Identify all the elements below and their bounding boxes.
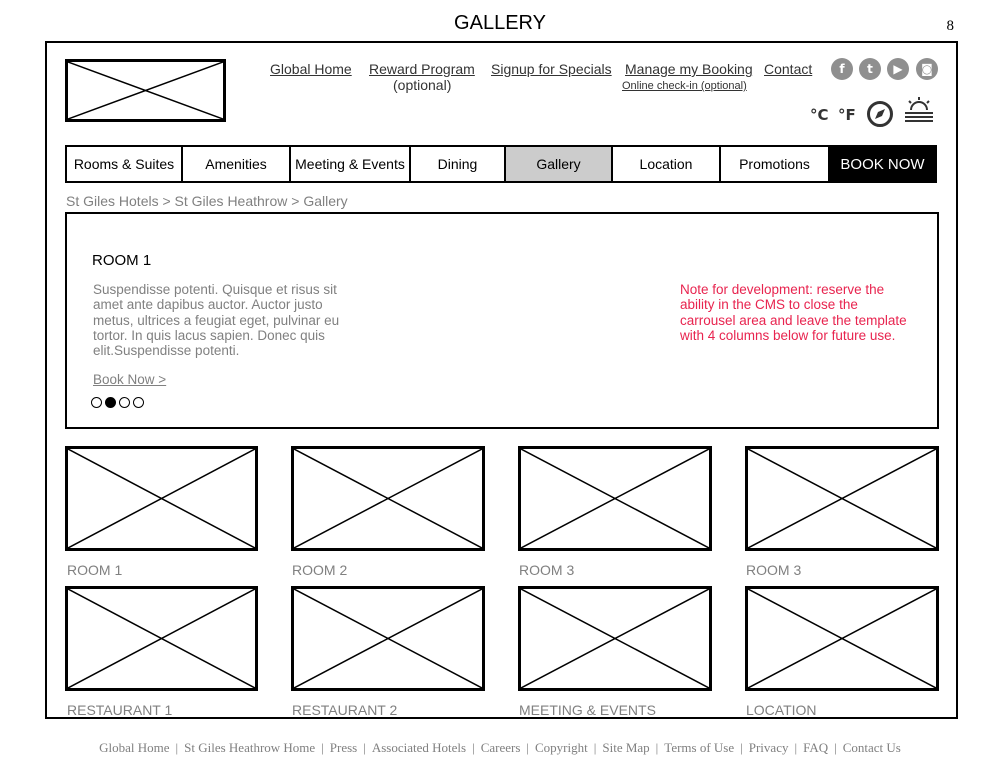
celsius-toggle[interactable]: °C	[810, 106, 829, 124]
footer-separator: |	[794, 740, 798, 755]
signup-specials-link[interactable]: Signup for Specials	[491, 61, 612, 77]
gallery-label: RESTAURANT 2	[292, 702, 398, 718]
reward-program-note: (optional)	[393, 77, 452, 93]
carousel-description: Suspendisse potenti. Quisque et risus sit amet ante dapibus auctor. Auctor justo metus, ultrices a feugiat eget, pulvinar eu tortor. In quis lacus sapien. Donec quis elit.Suspendisse potenti.	[93, 282, 340, 359]
carousel-book-now-link[interactable]: Book Now >	[93, 372, 167, 387]
footer-privacy[interactable]: Privacy	[748, 740, 789, 755]
carousel-title: ROOM 1	[92, 252, 152, 269]
footer-faq[interactable]: FAQ	[803, 740, 829, 755]
page-number: 8	[946, 18, 954, 34]
sunrise-weather-icon	[903, 96, 935, 126]
youtube-icon[interactable]: ▶	[887, 58, 909, 80]
book-now-button[interactable]: BOOK NOW	[830, 147, 935, 181]
footer-links	[0, 740, 1000, 756]
compass-icon[interactable]	[866, 100, 894, 128]
footer-separator: |	[834, 740, 837, 755]
global-home-link[interactable]: Global Home	[270, 61, 352, 77]
footer-contact-us[interactable]: Contact Us	[842, 740, 901, 755]
facebook-icon[interactable]: f	[831, 58, 853, 80]
gallery-image-restaurant-2[interactable]	[291, 586, 485, 691]
gallery-image-meeting-events[interactable]	[518, 586, 712, 691]
footer-separator: |	[363, 740, 366, 755]
gallery-label: MEETING & EVENTS	[519, 702, 656, 718]
logo-placeholder[interactable]	[65, 59, 226, 122]
instagram-icon[interactable]: ◙	[916, 58, 938, 80]
gallery-label: ROOM 3	[519, 562, 575, 578]
carousel-dot[interactable]	[119, 397, 130, 408]
footer-careers[interactable]: Careers	[480, 740, 521, 755]
carousel-dots	[91, 397, 144, 408]
footer-press[interactable]: Press	[329, 740, 358, 755]
footer-terms[interactable]: Terms of Use	[664, 740, 735, 755]
online-checkin-link[interactable]: Online check-in (optional)	[622, 80, 747, 92]
tumblr-icon[interactable]: t	[859, 58, 881, 80]
footer-separator: |	[740, 740, 743, 755]
footer-associated-hotels[interactable]: Associated Hotels	[371, 740, 467, 755]
gallery-image-room-2[interactable]	[291, 446, 485, 551]
carousel-dot-active[interactable]	[105, 397, 116, 408]
nav-location[interactable]: Location	[613, 147, 721, 181]
nav-rooms-suites[interactable]: Rooms & Suites	[67, 147, 183, 181]
reward-program-link[interactable]: Reward Program	[369, 61, 475, 77]
gallery-label: RESTAURANT 1	[67, 702, 173, 718]
gallery-label: LOCATION	[746, 702, 817, 718]
footer-copyright[interactable]: Copyright	[535, 740, 588, 755]
footer-separator: |	[593, 740, 597, 755]
gallery-image-room-3b[interactable]	[745, 446, 939, 551]
gallery-image-room-3[interactable]	[518, 446, 712, 551]
gallery-label: ROOM 2	[292, 562, 348, 578]
nav-dining[interactable]: Dining	[411, 147, 506, 181]
contact-link[interactable]: Contact	[764, 61, 813, 77]
gallery-label: ROOM 1	[67, 562, 123, 578]
nav-meeting-events[interactable]: Meeting & Events	[291, 147, 411, 181]
nav-amenities[interactable]: Amenities	[183, 147, 291, 181]
footer-site-map[interactable]: Site Map	[602, 740, 650, 755]
gallery-image-room-1[interactable]	[65, 446, 258, 551]
footer-separator: |	[321, 740, 324, 755]
footer-separator: |	[175, 740, 179, 755]
main-nav	[65, 145, 937, 183]
footer-separator: |	[472, 740, 475, 755]
gallery-image-restaurant-1[interactable]	[65, 586, 258, 691]
footer-separator: |	[655, 740, 659, 755]
breadcrumb[interactable]: St Giles Hotels > St Giles Heathrow > Gallery	[66, 193, 348, 209]
nav-gallery[interactable]: Gallery	[506, 147, 613, 181]
development-note: Note for development: reserve the ability in the CMS to close the carrousel area and leave the template with 4 columns below for future use.	[680, 282, 907, 343]
manage-booking-link[interactable]: Manage my Booking	[625, 61, 753, 77]
footer-heathrow-home[interactable]: St Giles Heathrow Home	[184, 740, 316, 755]
footer-global-home[interactable]: Global Home	[99, 740, 170, 755]
carousel-dot[interactable]	[91, 397, 102, 408]
fahrenheit-toggle[interactable]: °F	[838, 106, 856, 124]
carousel-dot[interactable]	[133, 397, 144, 408]
gallery-image-location[interactable]	[745, 586, 939, 691]
gallery-label: ROOM 3	[746, 562, 802, 578]
footer-separator: |	[526, 740, 530, 755]
nav-promotions[interactable]: Promotions	[721, 147, 830, 181]
page-title: GALLERY	[454, 12, 546, 34]
